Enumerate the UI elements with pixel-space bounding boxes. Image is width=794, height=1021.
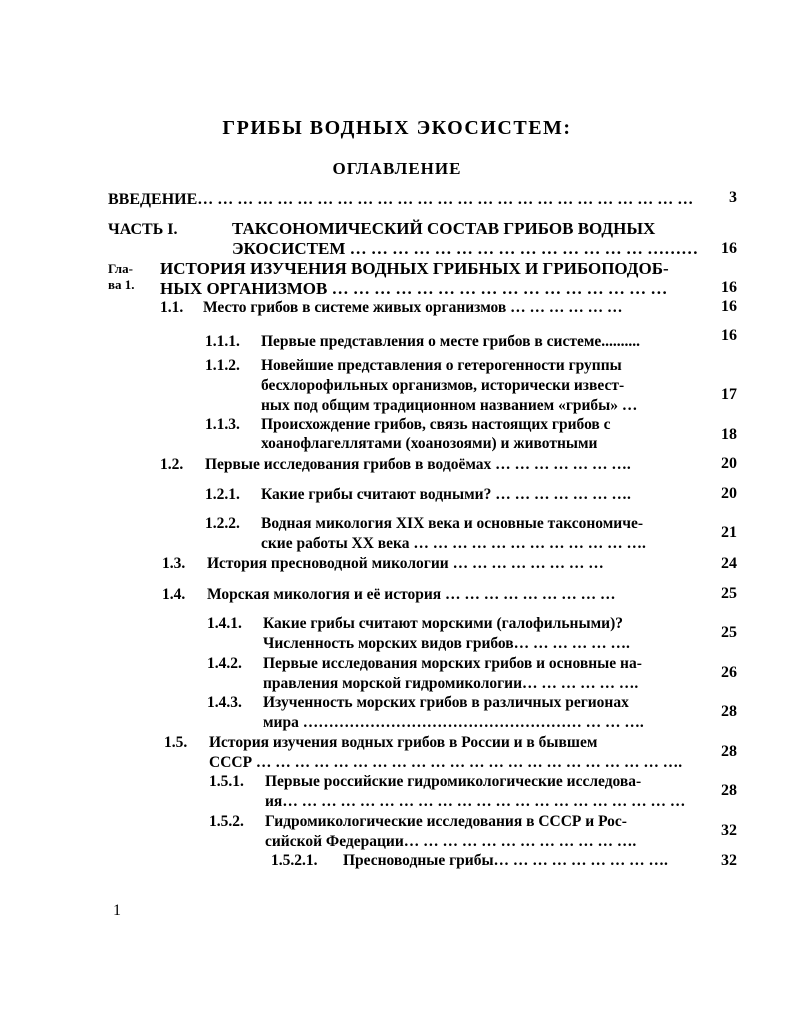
toc-1-4-3-line2: мира ……………………………………………… … … ….	[263, 714, 644, 731]
toc-1-4-num: 1.4.	[162, 586, 186, 603]
toc-1-1-num: 1.1.	[160, 299, 184, 316]
toc-ch1-label-1: Гла-	[108, 261, 133, 276]
toc-1-2-text: Первые исследования грибов в водоёмах … … … … … … ….	[205, 456, 631, 473]
toc-1-5-line1: История изучения водных грибов в России и в бывшем	[209, 734, 598, 751]
toc-ch1-line1: ИСТОРИЯ ИЗУЧЕНИЯ ВОДНЫХ ГРИБНЫХ И ГРИБОПОДОБ-	[160, 259, 669, 278]
toc-1-1-2-page: 17	[721, 386, 737, 403]
toc-1-2-2-line1: Водная микология XIX века и основные таксономиче-	[261, 515, 643, 532]
toc-1-3-page: 24	[721, 555, 737, 572]
toc-ch1-line2: НЫХ ОРГАНИЗМОВ … … … … … … … … … … … … … … … …	[160, 279, 668, 298]
toc-1-5-1-page: 28	[721, 782, 737, 799]
toc-1-1-1-num: 1.1.1.	[205, 333, 240, 350]
toc-1-3-num: 1.3.	[162, 555, 186, 572]
toc-1-5-2-line2: сийской Федерации… … … … … … … … … … … ….	[265, 833, 637, 850]
toc-1-4-3-page: 28	[721, 703, 737, 720]
toc-1-5-2-line1: Гидромикологические исследования в СССР и Рос-	[265, 813, 627, 830]
toc-heading: ОГЛАВЛЕНИЕ	[332, 159, 462, 178]
toc-1-4-1-page: 25	[721, 624, 737, 641]
toc-1-1-3-line1: Происхождение грибов, связь настоящих грибов с	[261, 416, 611, 433]
toc-1-4-1-line2: Численность морских видов грибов… … … … … ….	[263, 635, 630, 652]
toc-1-2-2-line2: ские работы XX века … … … … … … … … … … … ….	[261, 535, 646, 552]
toc-1-1-2-num: 1.1.2.	[205, 357, 240, 374]
page-number: 1	[113, 902, 121, 919]
toc-1-2-2-num: 1.2.2.	[205, 515, 240, 532]
toc-1-1-1-page: 16	[721, 327, 737, 344]
toc-1-2-num: 1.2.	[160, 456, 184, 473]
book-title: ГРИБЫ ВОДНЫХ ЭКОСИСТЕМ:	[222, 117, 572, 139]
toc-ch1-page: 16	[721, 279, 737, 296]
toc-1-1-3-page: 18	[721, 426, 737, 443]
toc-1-2-1-text: Какие грибы считают водными? … … … … … … ….	[261, 486, 631, 503]
toc-1-1-page: 16	[721, 298, 737, 315]
toc-1-5-1-line2: ия… … … … … … … … … … … … … … … … … … … … …	[265, 793, 686, 810]
toc-1-5-1-line1: Первые российские гидромикологические исследова-	[265, 773, 642, 790]
toc-1-5-2-page: 32	[721, 822, 737, 839]
toc-1-4-page: 25	[721, 585, 737, 602]
toc-1-4-1-num: 1.4.1.	[207, 615, 242, 632]
toc-1-1-2-line3: ных под общим традиционном названием «грибы» …	[261, 397, 638, 414]
toc-1-5-2-1-page: 32	[721, 852, 737, 869]
toc-1-5-2-num: 1.5.2.	[209, 813, 244, 830]
toc-part1-line2: ЭКОСИСТЕМ … … … … … … … … … … … … … … ………	[232, 239, 699, 258]
toc-1-5-2-1-text: Пресноводные грибы… … … … … … … … ….	[343, 852, 668, 869]
toc-1-5-2-1-num: 1.5.2.1.	[271, 852, 318, 869]
toc-1-5-num: 1.5.	[164, 734, 188, 751]
toc-1-4-1-line1: Какие грибы считают морскими (галофильными)?	[263, 615, 623, 632]
toc-1-4-2-line1: Первые исследования морских грибов и основные на-	[263, 655, 642, 672]
toc-1-1-text: Место грибов в системе живых организмов … … … … … …	[203, 299, 623, 316]
toc-1-4-3-line1: Изученность морских грибов в различных регионах	[263, 694, 629, 711]
toc-1-4-2-line2: правления морской гидромикологии… … … … … ….	[263, 675, 639, 692]
toc-1-5-page: 28	[721, 743, 737, 760]
toc-1-4-3-num: 1.4.3.	[207, 694, 242, 711]
toc-part1-line1: ТАКСОНОМИЧЕСКИЙ СОСТАВ ГРИБОВ ВОДНЫХ	[232, 219, 656, 238]
toc-part1-page: 16	[721, 240, 737, 257]
toc-intro: ВВЕДЕНИЕ… … … … … … … … … … … … … … … … … … … … … … … … …	[108, 191, 694, 208]
toc-1-2-1-page: 20	[721, 485, 737, 502]
toc-1-5-1-num: 1.5.1.	[209, 773, 244, 790]
toc-1-4-2-num: 1.4.2.	[207, 655, 242, 672]
toc-part1-label: ЧАСТЬ I.	[108, 221, 178, 238]
toc-intro-page: 3	[729, 189, 737, 206]
toc-1-4-2-page: 26	[721, 664, 737, 681]
toc-1-2-page: 20	[721, 455, 737, 472]
toc-1-1-3-num: 1.1.3.	[205, 416, 240, 433]
toc-1-1-2-line2: бесхлорофильных организмов, исторически извест-	[261, 377, 625, 394]
toc-1-3-text: История пресноводной микологии … … … … … … … …	[207, 555, 604, 572]
toc-1-4-text: Морская микология и её история … … … … … … … … …	[207, 586, 616, 603]
toc-1-5-line2: СССР … … … … … … … … … … … … … … … … … … … … … ….	[209, 754, 683, 771]
toc-1-1-2-line1: Новейшие представления о гетерогенности группы	[261, 357, 622, 374]
toc-1-2-2-page: 21	[721, 524, 737, 541]
toc-ch1-label-2: ва 1.	[108, 277, 135, 292]
toc-1-2-1-num: 1.2.1.	[205, 486, 240, 503]
toc-1-1-3-line2: хоанофлагеллятами (хоанозоями) и животными	[261, 435, 598, 452]
toc-1-1-1-text: Первые представления о месте грибов в системе..........	[261, 333, 641, 350]
